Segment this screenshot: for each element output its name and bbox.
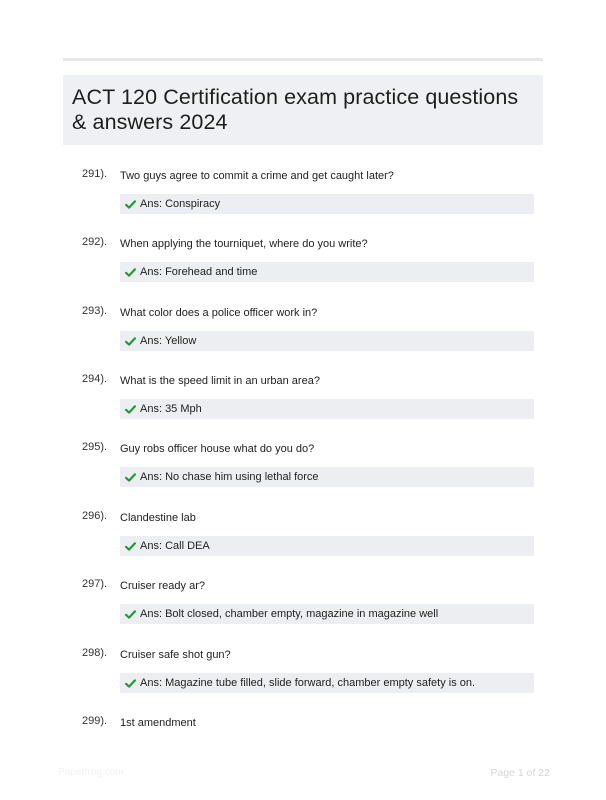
question-text: 1st amendment xyxy=(120,717,196,729)
question-text: Cruiser ready ar? xyxy=(120,580,205,592)
answer-box xyxy=(120,331,534,351)
top-divider xyxy=(63,58,543,61)
question-number: 291). xyxy=(82,168,108,180)
answer-box xyxy=(120,673,534,693)
check-icon xyxy=(125,541,136,552)
answer-box xyxy=(120,399,534,419)
question-text: What is the speed limit in an urban area? xyxy=(120,375,320,387)
check-icon xyxy=(125,472,136,483)
question-number: 297). xyxy=(82,578,108,590)
answer-box xyxy=(120,194,534,214)
question-text: Two guys agree to commit a crime and get caught later? xyxy=(120,170,394,182)
answer-text: Ans: Yellow xyxy=(140,335,197,347)
question-number: 296). xyxy=(82,510,108,522)
footer-watermark: Paperfrog.com xyxy=(58,767,124,778)
check-icon xyxy=(125,404,136,415)
check-icon xyxy=(125,336,136,347)
answer-text: Ans: Conspiracy xyxy=(140,198,221,210)
page-title: ACT 120 Certification exam practice questions & answers 2024 xyxy=(72,85,519,134)
answer-text: Ans: Bolt closed, chamber empty, magazine in magazine well xyxy=(140,608,439,620)
answer-text: Ans: 35 Mph xyxy=(140,403,202,415)
question-number: 295). xyxy=(82,441,108,453)
check-icon xyxy=(125,267,136,278)
answer-box xyxy=(120,262,534,282)
answer-box xyxy=(120,536,534,556)
question-number: 292). xyxy=(82,236,108,248)
question-text: Cruiser safe shot gun? xyxy=(120,649,231,661)
answer-text: Ans: No chase him using lethal force xyxy=(140,471,319,483)
title-banner xyxy=(63,75,543,145)
check-icon xyxy=(125,609,136,620)
question-text: What color does a police officer work in? xyxy=(120,307,318,319)
answer-text: Ans: Forehead and time xyxy=(140,266,258,278)
question-number: 294). xyxy=(82,373,108,385)
question-number: 293). xyxy=(82,305,108,317)
question-text: Clandestine lab xyxy=(120,512,196,524)
answer-box xyxy=(120,467,534,487)
check-icon xyxy=(125,199,136,210)
check-icon xyxy=(125,678,136,689)
question-number: 299). xyxy=(82,715,108,727)
answer-text: Ans: Magazine tube filled, slide forward, chamber empty safety is on. xyxy=(140,677,476,689)
question-text: Guy robs officer house what do you do? xyxy=(120,443,315,455)
question-text: When applying the tourniquet, where do you write? xyxy=(120,238,368,250)
answer-text: Ans: Call DEA xyxy=(140,540,210,552)
page-number: Page 1 of 22 xyxy=(490,767,550,779)
answer-box xyxy=(120,604,534,624)
question-number: 298). xyxy=(82,647,108,659)
